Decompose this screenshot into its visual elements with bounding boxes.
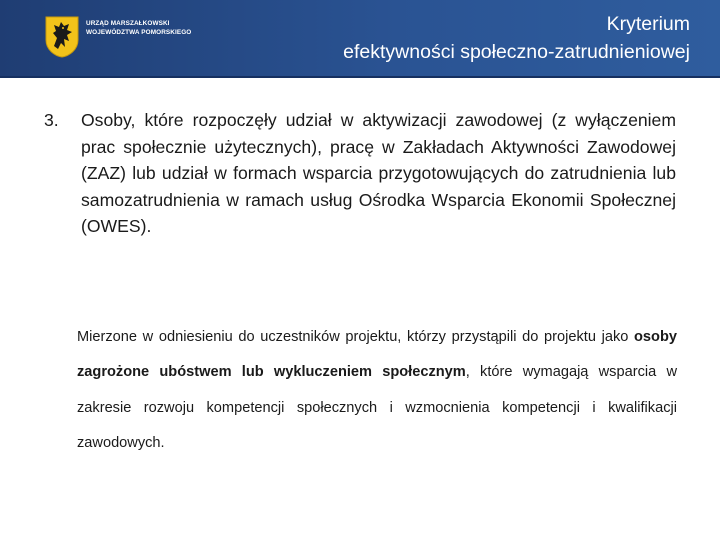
note-bold-text: osoby zagrożone ubóstwem lub wykluczeniem społecznym [77,329,677,381]
item-number: 3. [44,110,59,130]
office-line-2: WOJEWÓDZTWA POMORSKIEGO [86,28,192,36]
office-name [86,20,191,37]
header-bar [0,0,720,78]
item-text: Osoby, które rozpoczęły udział w aktywizacji zawodowej (z wyłączeniem prac społecznie użytecznych), pracę w Zakładach Aktywności Zawodowej (ZAZ) lub udział w formach wsparcia przygotowujących do zatrudnienia lub samozatrudnienia w ramach usług Ośrodka Wsparcia Ekonomii Społecznej (OWES). [81,110,676,237]
griffin-crest-icon [45,16,79,58]
note-text-1: Mierzone w odniesieniu do uczestników projektu, którzy przystąpili do projektu jako [77,329,635,345]
office-line-1: URZĄD MARSZAŁKOWSKI [86,20,170,27]
title-line-1: Kryterium [606,13,690,35]
note-text-2: , które wymagają wsparcia w zakresie rozwoju kompetencji społecznych i wzmocnienia kompetencji i kwalifikacji zawodowych. [77,364,677,451]
note-paragraph [77,320,677,461]
title-line-2: efektywności społeczno-zatrudnieniowej [343,41,690,63]
numbered-item [44,107,676,240]
page-title [343,10,690,66]
